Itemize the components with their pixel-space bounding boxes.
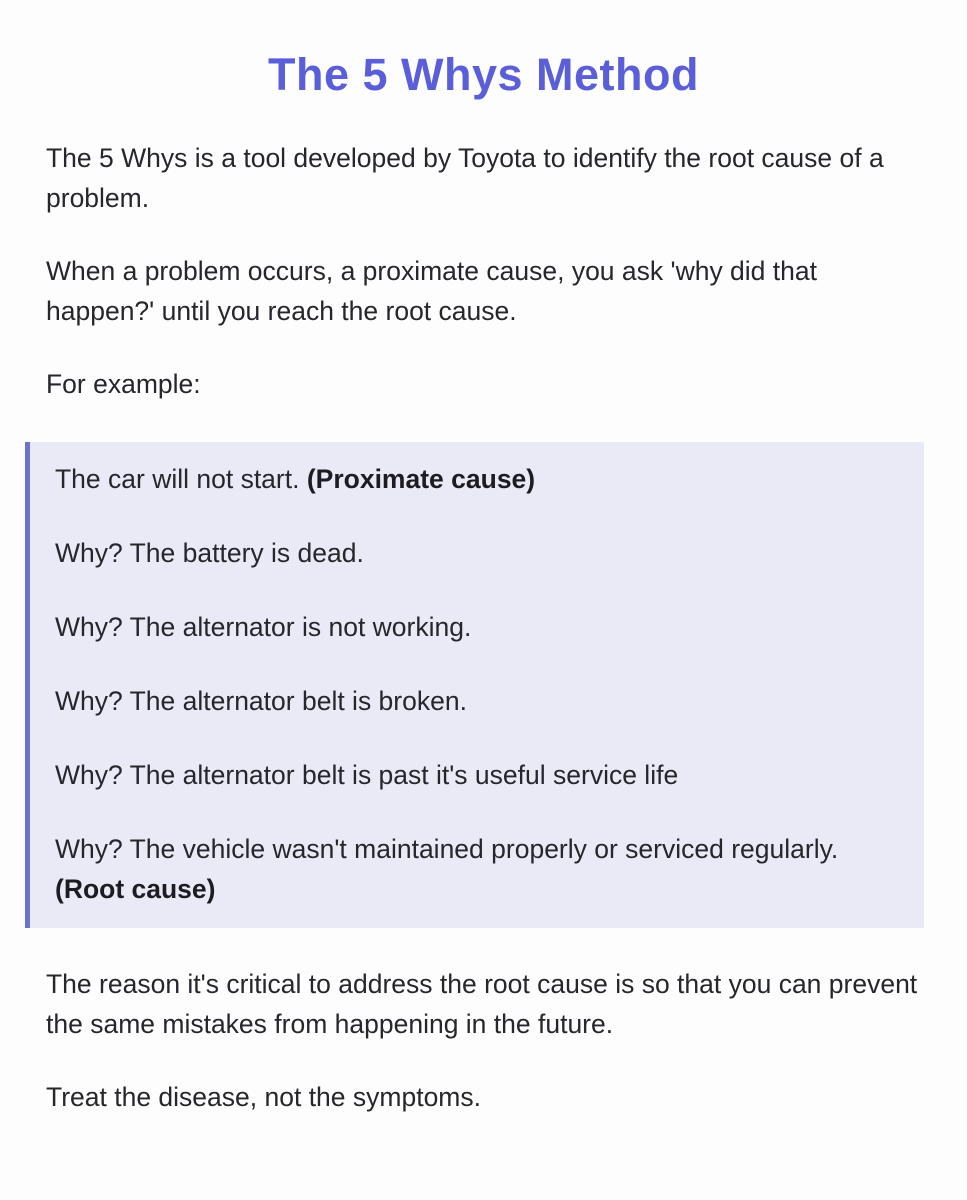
example-quote bbox=[25, 442, 924, 928]
quote-paragraph-proximate-cause bbox=[55, 459, 896, 499]
quote-paragraph-root-cause bbox=[55, 829, 896, 909]
quote-paragraph-why-3: Why? The alternator belt is broken. bbox=[55, 686, 467, 716]
root-cause-label: (Root cause) bbox=[55, 874, 216, 904]
intro-paragraph-1: The 5 Whys is a tool developed by Toyota to identify the root cause of a problem. bbox=[46, 143, 884, 213]
closing-paragraph-1: The reason it's critical to address the root cause is so that you can prevent the same mistakes from happening in the future. bbox=[46, 969, 918, 1039]
proximate-cause-label: (Proximate cause) bbox=[306, 464, 536, 494]
quote-paragraph-why-4: Why? The alternator belt is past it's useful service life bbox=[55, 760, 679, 790]
quote-text: Why? The vehicle wasn't maintained properly or serviced regularly. bbox=[55, 834, 839, 864]
intro-paragraph-3: For example: bbox=[46, 369, 201, 399]
page-title: The 5 Whys Method bbox=[267, 49, 699, 100]
quote-paragraph-why-2: Why? The alternator is not working. bbox=[55, 612, 472, 642]
quote-paragraph-why-1: Why? The battery is dead. bbox=[55, 538, 364, 568]
intro-paragraph-2: When a problem occurs, a proximate cause, you ask 'why did that happen?' until you reach the root cause. bbox=[46, 256, 817, 326]
closing-paragraph-2: Treat the disease, not the symptoms. bbox=[46, 1082, 481, 1112]
quote-text: The car will not start. bbox=[55, 464, 307, 494]
